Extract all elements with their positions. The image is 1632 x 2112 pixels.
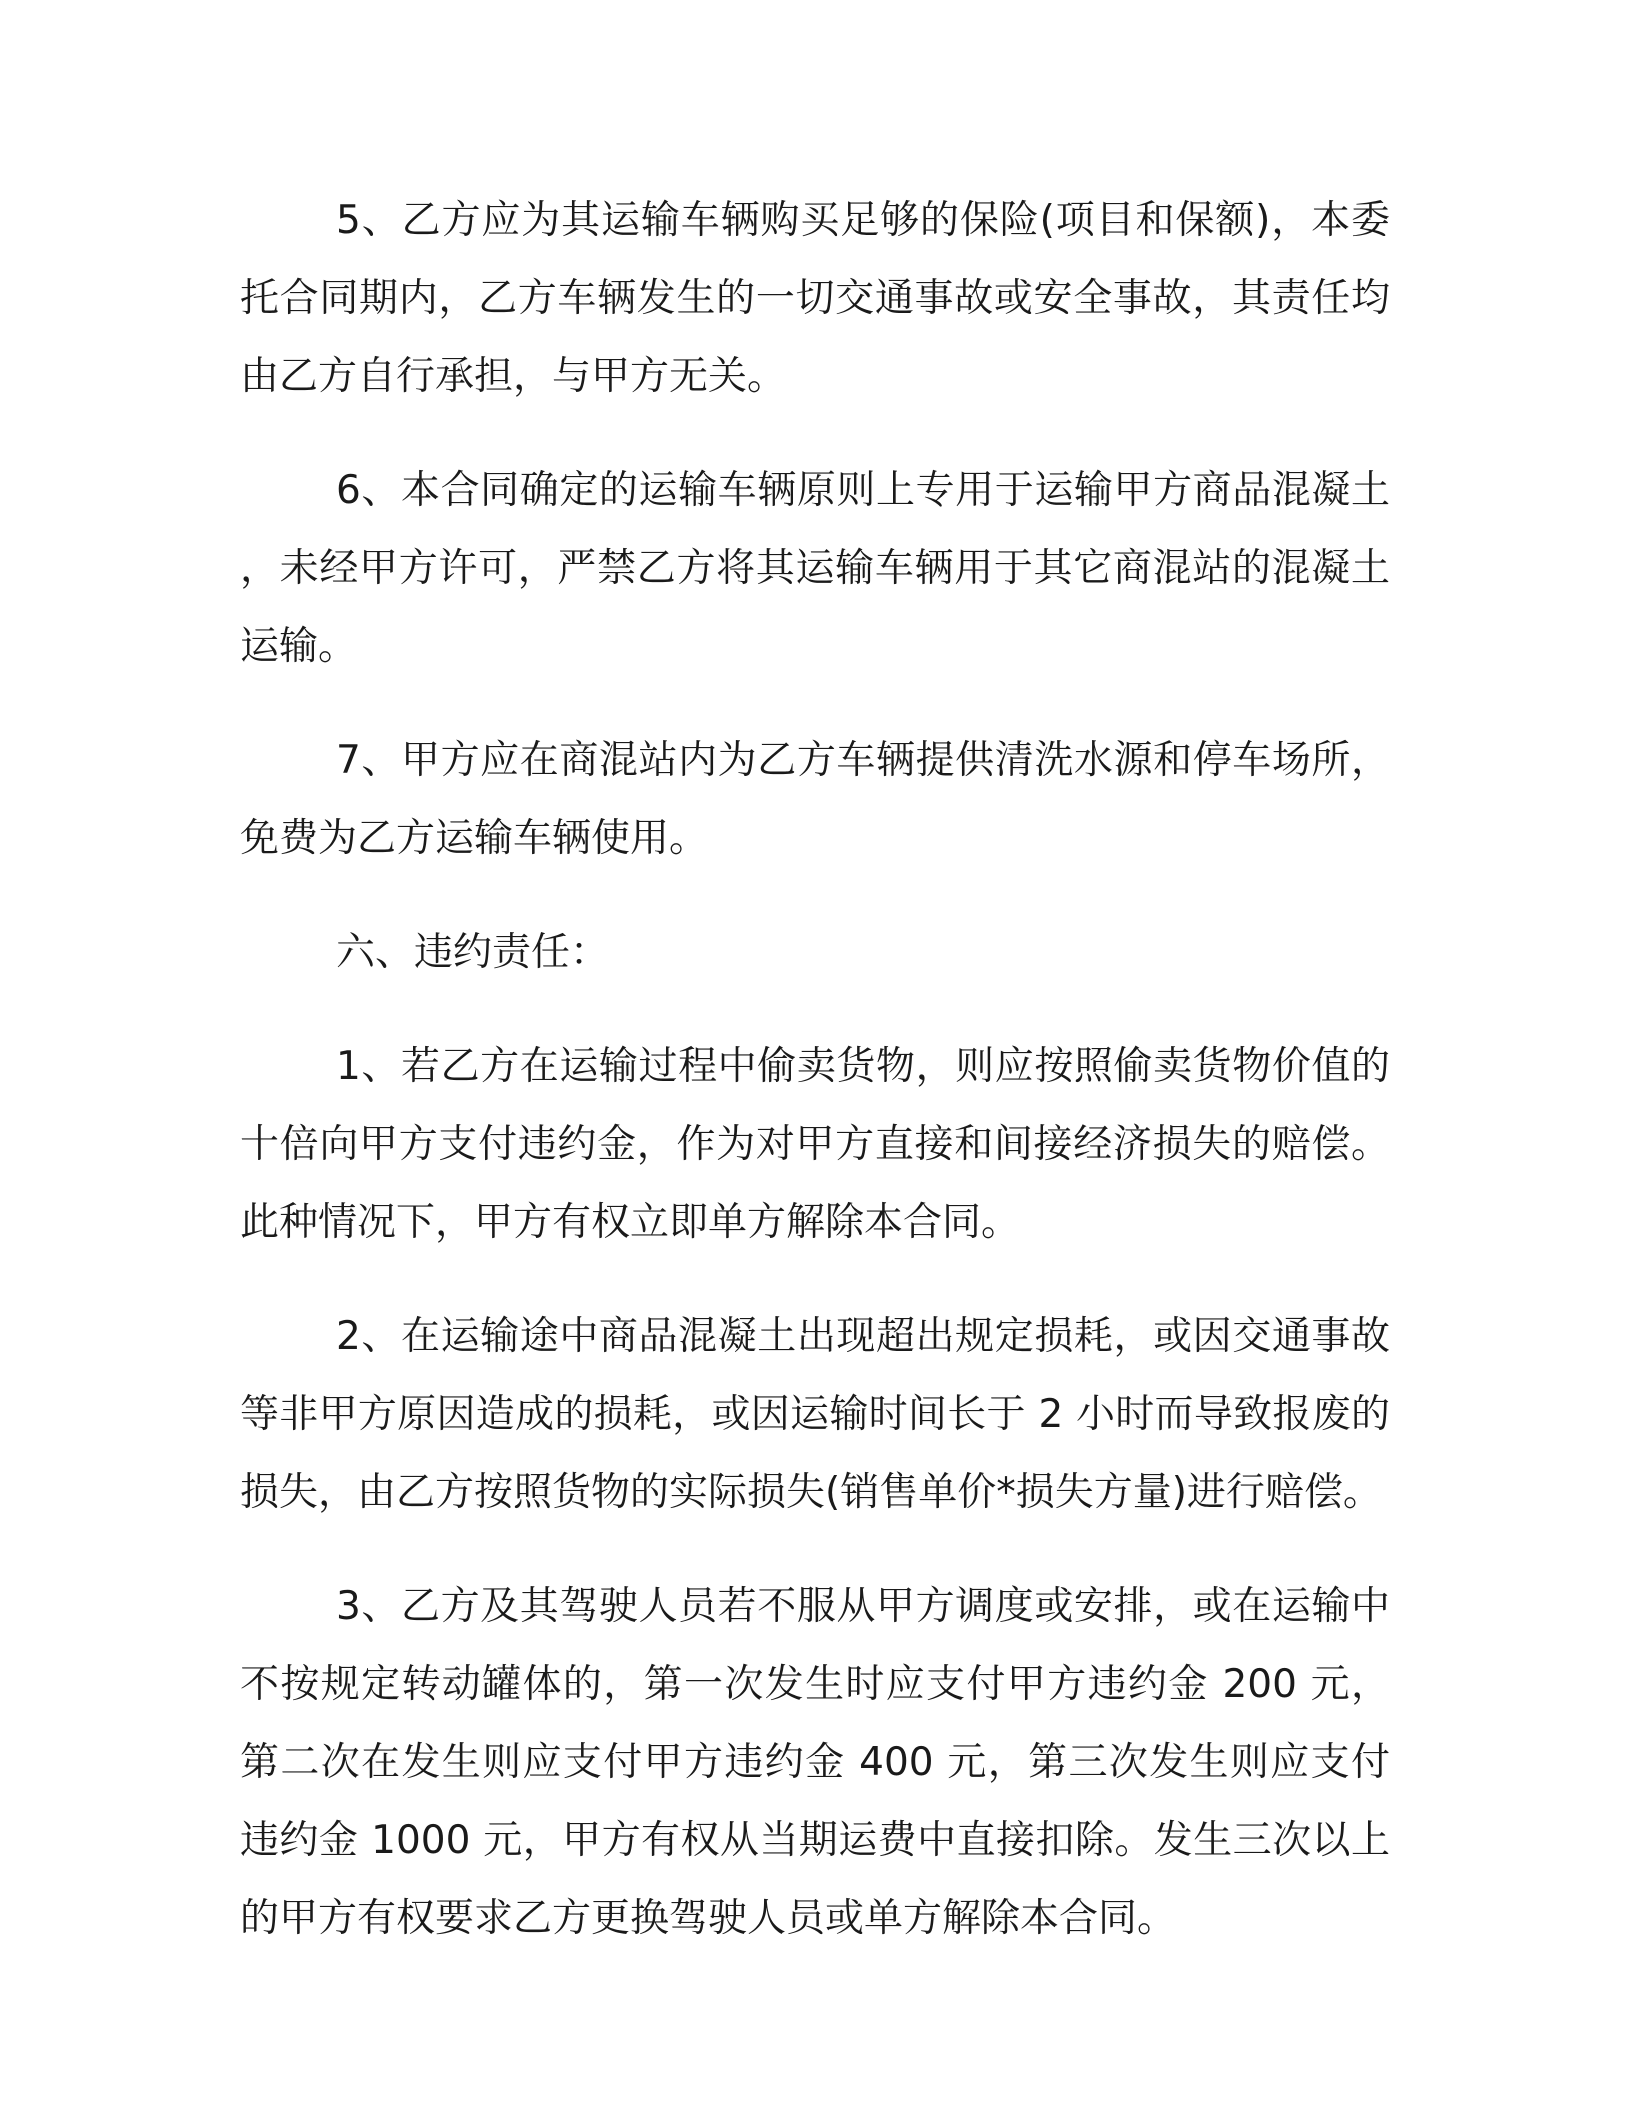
breach-clause-1-theft: 1、若乙方在运输过程中偷卖货物，则应按照偷卖货物价值的十倍向甲方支付违约金，作为对甲方直接和间接经济损失的赔偿。此种情况下，甲方有权立即单方解除本合同。 — [240, 1044, 1390, 1245]
clause-6-vehicle-use: 6、本合同确定的运输车辆原则上专用于运输甲方商品混凝土，未经甲方许可，严禁乙方将其运输车辆用于其它商混站的混凝土运输。 — [240, 468, 1390, 669]
breach-clause-3-dispatch: 3、乙方及其驾驶人员若不服从甲方调度或安排，或在运输中不按规定转动罐体的，第一次发生时应支付甲方违约金 200 元，第二次在发生则应支付甲方违约金 400 元，第三次发生则应支付违约金 1000 元，甲方有权从当期运费中直接扣除。发生三次以上的甲方有权要求乙方更换驾驶人员或单方解除本合同。 — [240, 1584, 1390, 1941]
clause-7-washing-parking: 7、甲方应在商混站内为乙方车辆提供清洗水源和停车场所，免费为乙方运输车辆使用。 — [240, 738, 1390, 861]
breach-clause-2-loss: 2、在运输途中商品混凝土出现超出规定损耗，或因交通事故等非甲方原因造成的损耗，或因运输时间长于 2 小时而导致报废的损失，由乙方按照货物的实际损失(销售单价*损失方量)进行赔偿。 — [240, 1314, 1390, 1515]
clause-5-insurance: 5、乙方应为其运输车辆购买足够的保险(项目和保额)，本委托合同期内，乙方车辆发生的一切交通事故或安全事故，其责任均由乙方自行承担，与甲方无关。 — [240, 198, 1390, 399]
document-body — [240, 182, 1390, 1958]
section-heading-breach-liability: 六、违约责任： — [336, 930, 610, 975]
